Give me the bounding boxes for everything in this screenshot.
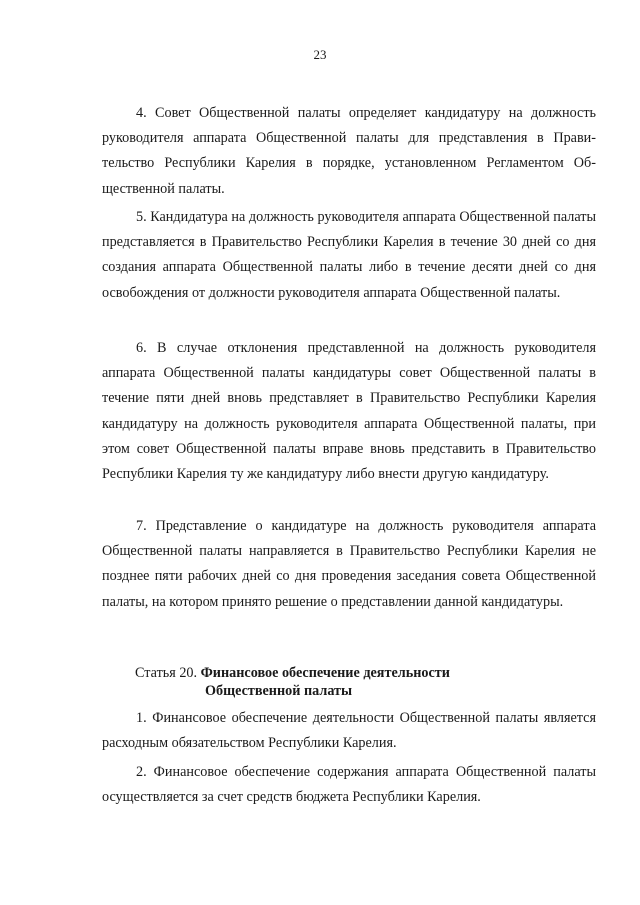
paragraph-4: 4. Совет Общественной палаты определяет кандидатуру на должность руководителя аппарата Общественной палаты для представления в Правительство Республики Карелия в порядке, установленном Регламентом Общественной палаты.	[102, 105, 596, 197]
article-number: Статья 20.	[135, 665, 198, 681]
article-heading	[135, 664, 575, 700]
paragraph-5: 5. Кандидатура на должность руководителя аппарата Общественной палаты представляется в Правительство Республики Карелия в течение 30 дней со дня создания аппарата Общественной палаты либо в течение десяти дней со дня освобождения от должности руководителя аппарата Общественной палаты.	[102, 209, 596, 301]
article-title-line1: Финансовое обеспечение деятельности	[200, 665, 450, 681]
paragraph-6: 6. В случае отклонения представленной на должность руководителя аппарата Общественной палаты кандидатуры совет Общественной палаты в течение пяти дней вновь представляет в Правительство Республики Карелия кандидатуру на должность руководителя аппарата Общественной палаты, при этом совет Общественной палаты вправе вновь представить в Правительство Республики Карелия ту же кандидатуру либо внести другую кандидатуру.	[102, 340, 596, 483]
paragraph-7: 7. Представление о кандидатуре на должность руководителя аппарата Общественной палаты направляется в Правительство Республики Карелия не позднее пяти рабочих дней со дня проведения заседания совета Общественной палаты, на котором принято решение о представлении данной кандидатуры.	[102, 518, 596, 610]
page-number: 23	[313, 47, 327, 62]
article-paragraph-1: 1. Финансовое обеспечение деятельности Общественной палаты является расходным обязательством Республики Карелия.	[102, 710, 596, 752]
article-paragraph-2: 2. Финансовое обеспечение содержания аппарата Общественной палаты осуществляется за счет средств бюджета Республики Карелия.	[102, 764, 596, 806]
article-title-line2: Общественной палаты	[205, 683, 353, 699]
